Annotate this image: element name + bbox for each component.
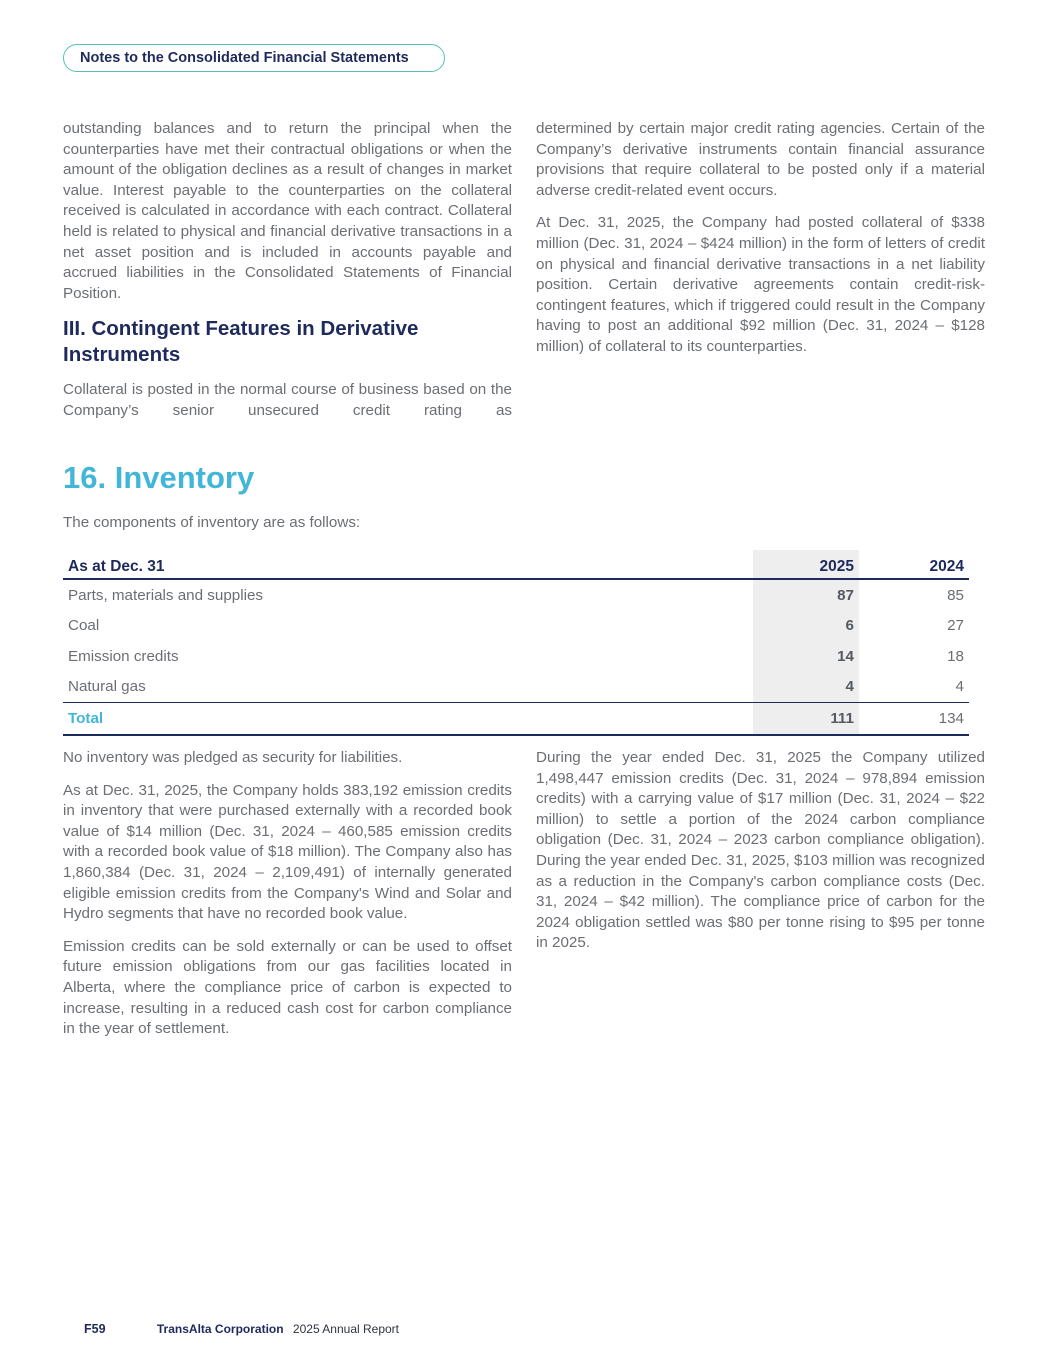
contingent-features-heading	[63, 316, 512, 368]
row-value-2025: 14	[753, 641, 859, 672]
company-name: TransAlta Corporation	[156, 1322, 284, 1336]
row-value-2025: 87	[753, 579, 859, 611]
collateral-paragraph: outstanding balances and to return the principal when the counterparties have met their contractual obligations or when the amount of the obligation declines as a result of changes in market value. Interest payable to the counterparties on the collateral received is calculated in accordance with each contract. Collateral held is related to physical and financial derivative transactions in a net asset position and is included in accounts payable and accrued liabilities in the Consolidated Statements of Financial Position.	[63, 120, 512, 302]
total-label: Total	[63, 703, 753, 735]
posted-collateral-paragraph: At Dec. 31, 2025, the Company had posted collateral of $338 million (Dec. 31, 2024 – $424 million) in the form of letters of credit on physical and financial derivative transactions in a net liability position. Certain derivative agreements contain credit-risk-contingent features, which if triggered could result in the Company having to post an additional $92 million (Dec. 31, 2024 – $128 million) of collateral to its counterparties.	[536, 214, 985, 355]
row-label: Natural gas	[68, 678, 146, 696]
row-label: Emission credits	[68, 647, 179, 665]
row-value-2025: 4	[753, 672, 859, 703]
inventory-section-title: 16. Inventory	[63, 460, 255, 495]
table-total-row	[63, 703, 969, 735]
row-label: Coal	[68, 617, 100, 635]
table-row	[63, 641, 969, 672]
table-row	[63, 579, 969, 611]
top-right-column	[536, 119, 985, 370]
top-left-column	[63, 119, 512, 434]
row-value-2024: 27	[947, 617, 964, 635]
row-value-2024: 4	[955, 678, 964, 696]
row-value-2025: 6	[753, 611, 859, 642]
table-header-row	[63, 550, 969, 579]
report-name: 2025 Annual Report	[292, 1322, 400, 1336]
header-2024: 2024	[859, 550, 969, 579]
emission-credits-use-paragraph: Emission credits can be sold externally or can be used to offset future emission obligations from our gas facilities located in Alberta, where the compliance price of carbon is expected to increase, resulting in a reduced cash cost for carbon compliance in the year of settlement.	[63, 937, 512, 1038]
page-number: F59	[84, 1322, 106, 1336]
pledge-paragraph: No inventory was pledged as security for liabilities.	[63, 749, 403, 766]
collateral-posted-paragraph: Collateral is posted in the normal course of business based on the Company’s senior unsecured credit rating as	[63, 381, 512, 419]
page-footer	[84, 1322, 399, 1336]
header-label: As at Dec. 31	[63, 550, 753, 579]
section-header-pill	[63, 44, 445, 72]
table-row	[63, 672, 969, 703]
bottom-right-column	[536, 748, 985, 966]
inventory-intro: The components of inventory are as follows:	[63, 514, 361, 531]
table-row	[63, 611, 969, 642]
heading-line-2: Instruments	[63, 343, 181, 367]
credit-rating-paragraph: determined by certain major credit rating agencies. Certain of the Company’s derivative instruments contain financial assurance provisions that require collateral to be posted only if a material adverse credit-related event occurs.	[536, 120, 985, 199]
header-title: Notes to the Consolidated Financial Statements	[80, 50, 409, 66]
heading-line-1: III. Contingent Features in Derivative	[63, 317, 419, 341]
total-value-2024: 134	[859, 703, 969, 735]
inventory-table	[63, 550, 969, 736]
total-value-2025: 111	[753, 703, 859, 735]
row-value-2024: 85	[947, 586, 964, 604]
emission-credits-holdings-paragraph: As at Dec. 31, 2025, the Company holds 383,192 emission credits in inventory that were purchased externally with a recorded book value of $14 million (Dec. 31, 2024 – 460,585 emission credits with a recorded book value of $18 million). The Company also has 1,860,384 (Dec. 31, 2024 – 2,109,491) of internally generated eligible emission credits from the Company's Wind and Solar and Hydro segments that have no recorded book value.	[63, 781, 512, 923]
bottom-left-column	[63, 748, 512, 1052]
row-label: Parts, materials and supplies	[68, 586, 263, 604]
emission-credits-utilized-paragraph: During the year ended Dec. 31, 2025 the Company utilized 1,498,447 emission credits (Dec. 31, 2024 – 978,894 emission credits) with a carrying value of $17 million (Dec. 31, 2024 – $22 million) to settle a portion of the 2024 carbon compliance obligation (Dec. 31, 2024 – 2023 carbon compliance obligation). During the year ended Dec. 31, 2025, $103 million was recognized as a reduction in the Company's carbon compliance costs (Dec. 31, 2024 – $42 million). The compliance price of carbon for the 2024 obligation settled was $80 per tonne rising to $95 per tonne in 2025.	[536, 749, 985, 952]
header-2025: 2025	[753, 550, 859, 579]
row-value-2024: 18	[947, 647, 964, 665]
